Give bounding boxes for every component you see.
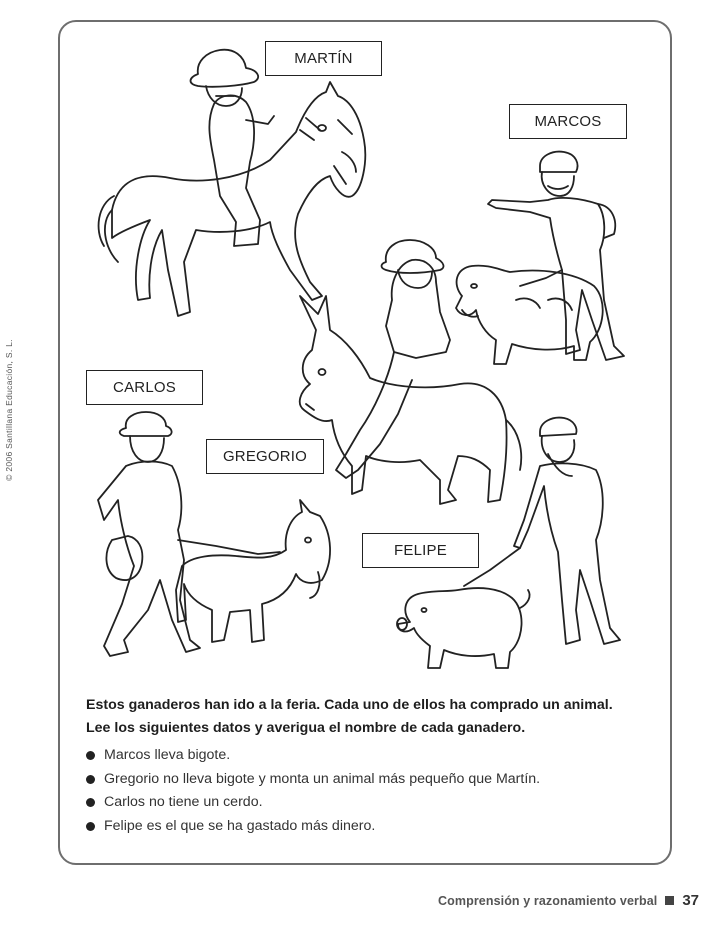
bullet-icon	[86, 798, 95, 807]
page-footer	[438, 892, 699, 909]
intro-line-2: Lee los siguientes datos y averigua el nombre de cada ganadero.	[86, 720, 526, 736]
intro-line-1: Estos ganaderos han ido a la feria. Cada uno de ellos ha comprado un animal.	[86, 697, 613, 713]
page-number: 37	[682, 892, 700, 909]
copyright-text: © 2006 Santillana Educación, S. L.	[4, 339, 14, 481]
bullet-icon	[86, 775, 95, 784]
label-martin: MARTÍN	[265, 41, 382, 76]
bullet-icon	[86, 822, 95, 831]
man-on-donkey-illustration	[300, 240, 521, 504]
clue-list	[86, 744, 646, 838]
clue-text: Felipe es el que se ha gastado más dinero.	[104, 817, 376, 834]
clue-item	[86, 744, 646, 768]
label-gregorio: GREGORIO	[206, 439, 324, 474]
clue-text: Carlos no tiene un cerdo.	[104, 794, 263, 810]
footer-section-title: Comprensión y razonamiento verbal	[438, 893, 658, 908]
copyright-notice	[0, 320, 18, 500]
clue-item	[86, 791, 646, 815]
clue-text: Gregorio no lleva bigote y monta un animal más pequeño que Martín.	[104, 770, 541, 787]
label-carlos: CARLOS	[86, 370, 203, 405]
instructions	[86, 694, 646, 838]
clue-item	[86, 768, 646, 792]
man-on-horse-illustration	[99, 50, 366, 316]
man-pointing-with-sheep-illustration	[456, 152, 624, 364]
label-marcos: MARCOS	[509, 104, 627, 139]
clue-item	[86, 815, 646, 839]
bullet-icon	[86, 751, 95, 760]
clue-text: Marcos lleva bigote.	[104, 747, 231, 763]
label-felipe: FELIPE	[362, 533, 479, 568]
square-icon	[665, 896, 674, 905]
